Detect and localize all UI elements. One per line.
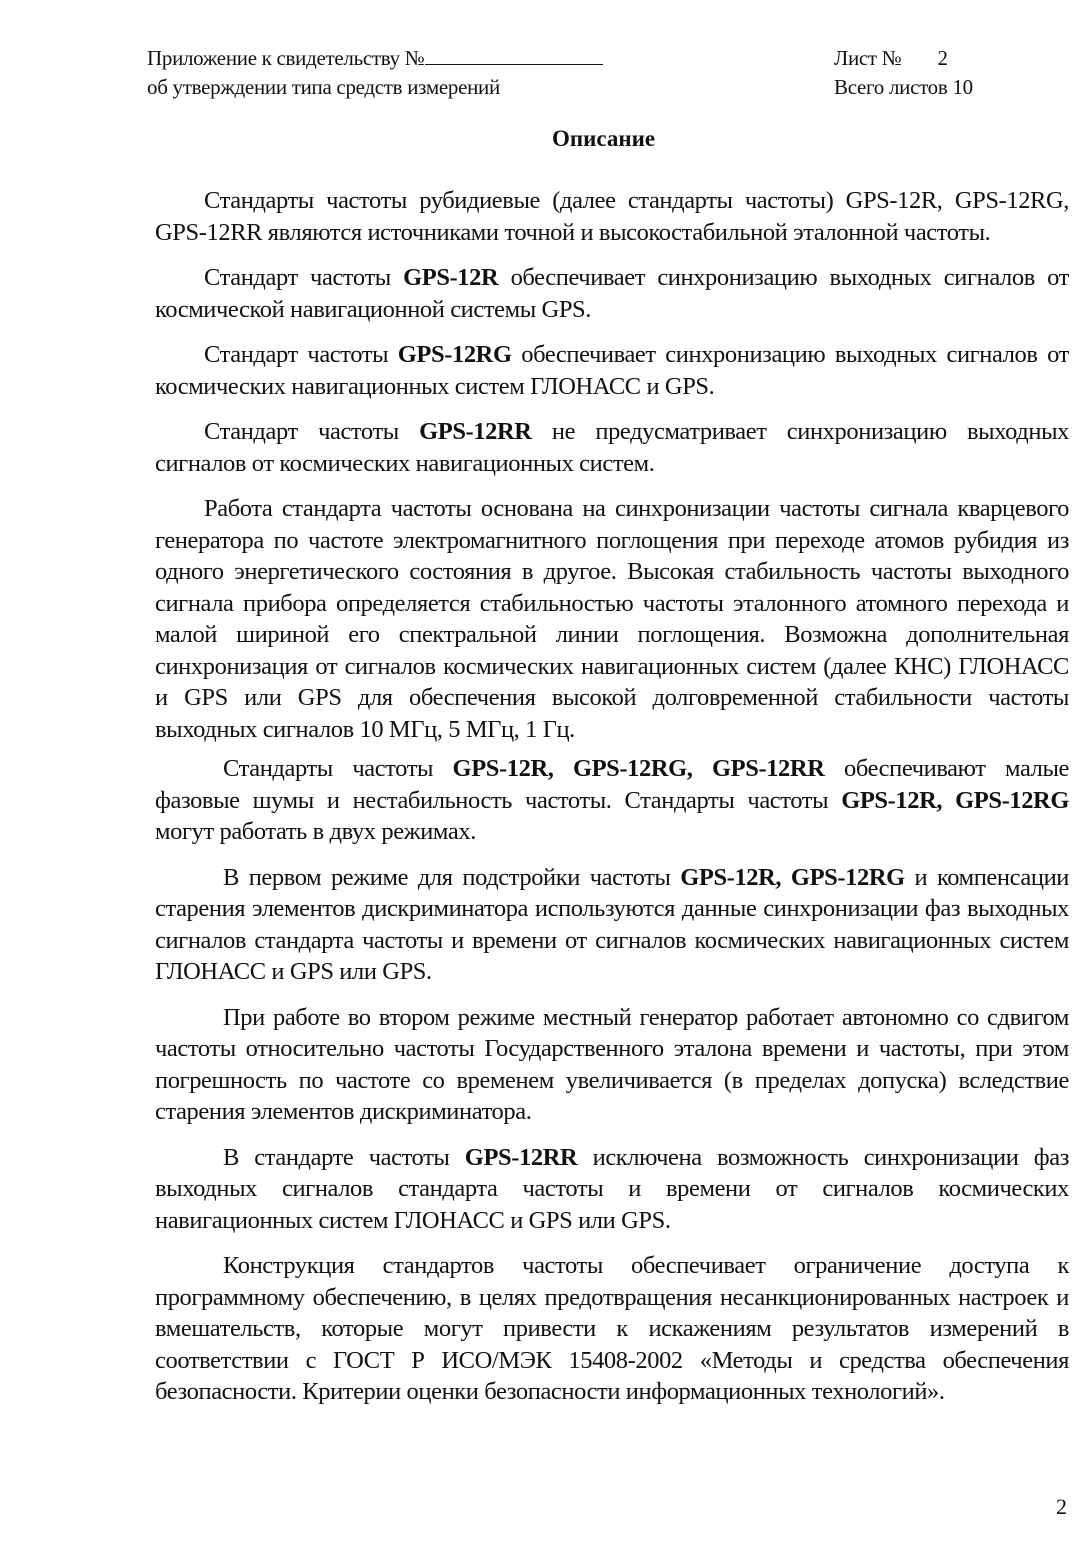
section-title: Описание <box>551 126 656 151</box>
paragraph <box>155 339 1069 402</box>
model-name: GPS-12RG <box>397 341 512 368</box>
paragraph-text: В первом режиме для подстройки частоты <box>223 863 681 891</box>
paragraph-text: обеспечивают малые фазовые шумы и нестабильность частоты. Стандарты частоты <box>155 755 1069 814</box>
paragraph-text: В стандарте частоты <box>223 1143 465 1171</box>
paragraph <box>155 1002 1069 1128</box>
certificate-number-blank <box>425 46 603 65</box>
paragraph-text: и компенсации старения элементов дискриминатора используются данные синхронизации фаз выходных сигналов стандарта частоты и времени от сигналов космических навигационных систем ГЛОНАСС и GPS или GPS. <box>155 863 1069 985</box>
paragraph-text: Конструкция стандартов частоты обеспечивает ограничение доступа к программному обеспечению, в целях предотвращения несанкционированных настроек и вмешательств, которые могут привести к искажениям результатов измерений в соответствии с ГОСТ Р ИСО/МЭК 15408-2002 «Методы и средства обеспечения безопасности. Критерии оценки безопасности информационных технологий». <box>155 1252 1069 1405</box>
model-name: GPS-12R, GPS-12RG <box>680 863 905 891</box>
paragraph-text: не предусматривает синхронизацию выходных сигналов от космических навигационных систем. <box>155 418 1069 477</box>
model-name: GPS-12R <box>403 264 499 291</box>
paragraph-text: обеспечивает синхронизацию выходных сигналов от космической навигационной системы GPS. <box>155 264 1069 323</box>
paragraph <box>155 262 1069 325</box>
annex-line2: об утверждении типа средств измерений <box>147 75 500 99</box>
paragraph <box>155 1250 1069 1408</box>
paragraph-text: Работа стандарта частоты основана на синхронизации частоты сигнала кварцевого генератора по частоте электромагнитного поглощения при переходе атомов рубидия из одного энергетического состояния в другое. Высокая стабильность частоты выходного сигнала прибора определяется стабильностью частоты эталонного атомного перехода и малой шириной его спектральной линии поглощения. Возможна дополнительная синхронизация от сигналов космических навигационных систем (далее КНС) ГЛОНАСС и GPS или GPS для обеспечения высокой долговременной стабильности частоты выходных сигналов 10 МГц, 5 МГц, 1 Гц. <box>155 495 1069 743</box>
total-sheets: Всего листов 10 <box>834 75 973 99</box>
paragraph-text: Стандарт частоты <box>204 418 420 445</box>
description-body <box>155 185 1069 1422</box>
annex-line1 <box>147 44 603 73</box>
paragraph <box>155 1142 1069 1237</box>
paragraph-text: Стандарты частоты рубидиевые (далее стандарты частоты) GPS-12R, GPS-12RG, GPS-12RR являются источниками точной и высокостабильной эталонной частоты. <box>155 187 1069 246</box>
annex-label: Приложение к свидетельству № <box>147 46 425 70</box>
paragraph <box>155 753 1069 848</box>
paragraph-text: Стандарт частоты <box>204 264 404 291</box>
paragraph <box>155 862 1069 988</box>
model-name: GPS-12RR <box>419 418 532 445</box>
sheet-label: Лист № <box>834 46 902 70</box>
paragraph-text: Стандарт частоты <box>204 341 398 368</box>
paragraph <box>155 493 1069 745</box>
paragraph <box>155 185 1069 248</box>
model-name: GPS-12R, GPS-12RG, GPS-12RR <box>452 755 825 782</box>
paragraph <box>155 416 1069 479</box>
sheet-number: 2 <box>937 46 948 70</box>
paragraph-text: Стандарты частоты <box>223 755 453 782</box>
sheet-info <box>834 44 973 102</box>
certificate-annex-header <box>147 44 603 102</box>
paragraph-text: При работе во втором режиме местный генератор работает автономно со сдвигом частоты относительно частоты Государственного эталона времени и частоты, при этом погрешность по частоте со временем увеличивается (в пределах допуска) вследствие старения элементов дискриминатора. <box>155 1003 1069 1125</box>
paragraph-text: исключена возможность синхронизации фаз выходных сигналов стандарта частоты и времени от сигналов космических навигационных систем ГЛОНАСС и GPS или GPS. <box>155 1143 1069 1234</box>
page-number: 2 <box>1056 1494 1067 1519</box>
model-name: GPS-12R, GPS-12RG <box>841 786 1069 814</box>
paragraph-text: могут работать в двух режимах. <box>155 818 476 845</box>
paragraph-text: обеспечивает синхронизацию выходных сигналов от космических навигационных систем ГЛОНАСС и GPS. <box>155 341 1069 400</box>
sheet-number-line <box>834 44 973 73</box>
model-name: GPS-12RR <box>464 1143 578 1171</box>
